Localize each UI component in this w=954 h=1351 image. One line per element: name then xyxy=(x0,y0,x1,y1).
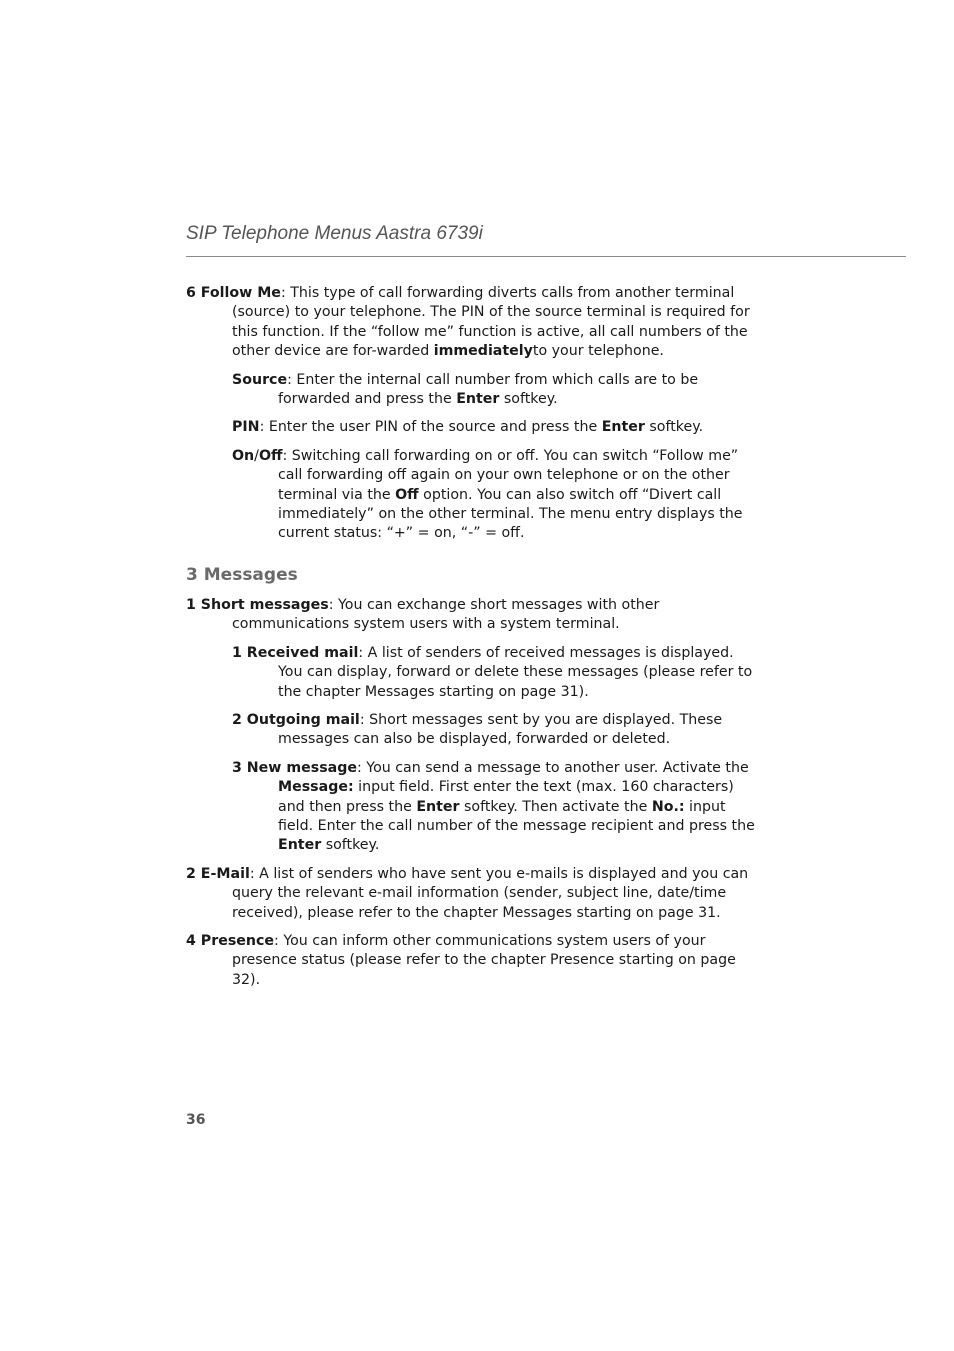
key-name: Off xyxy=(395,486,419,503)
entry-label: 3 New message xyxy=(232,759,357,776)
entry-label: On xyxy=(232,447,255,464)
entry-label: Source xyxy=(232,371,288,388)
entry-label: Off xyxy=(258,447,283,464)
key-name: Enter xyxy=(278,837,322,854)
entry-outgoing-mail xyxy=(232,711,756,750)
entry-text: : You can exchange short messages with other communications system users with a system terminal. xyxy=(232,596,660,633)
entry-text: : Enter the internal call number from which calls are to be forwarded and press the xyxy=(278,371,699,408)
entry-new-message xyxy=(232,759,756,856)
entry-source xyxy=(232,371,756,410)
page-title: SIP Telephone Menus Aastra 6739i xyxy=(186,223,483,244)
document-body xyxy=(186,284,756,999)
entry-received-mail xyxy=(232,644,756,702)
entry-text: : Enter the user PIN of the source and press the xyxy=(259,419,602,436)
entry-label: 1 Received mail xyxy=(232,644,359,661)
emphasis: immediately xyxy=(433,343,533,360)
entry-label: 4 Presence xyxy=(186,932,275,949)
entry-text: option. You can also switch off “Divert call immediately” on the other terminal. The menu entry displays the current status: “+” = on, “-” = off. xyxy=(278,486,743,542)
entry-label: 2 Outgoing mail xyxy=(232,711,360,728)
entry-pin xyxy=(232,418,756,437)
entry-text: : You can send a message to another user. Activate the xyxy=(357,759,749,776)
entry-text: : This type of call forwarding diverts calls from another terminal (source) to your telephone. The PIN of the source terminal is required for this function. If the “follow me” function is active, all call numbers of the other device are for-warded xyxy=(232,285,750,360)
entry-label: PIN xyxy=(232,419,260,436)
entry-label: 2 E-Mail xyxy=(186,865,250,882)
entry-text: : You can inform other communications system users of your presence status (please refer to the chapter Presence starting on page 32). xyxy=(232,932,736,988)
header-rule xyxy=(186,256,906,257)
field-name: Message: xyxy=(278,779,354,796)
entry-email xyxy=(186,865,756,923)
key-name: Enter xyxy=(456,391,500,408)
entry-text: softkey. Then activate the xyxy=(459,798,652,815)
entry-text: softkey. xyxy=(321,837,380,854)
section-heading: 3 Messages xyxy=(186,564,298,585)
entry-label: 6 Follow Me xyxy=(186,285,281,301)
entry-presence xyxy=(186,932,756,990)
entry-text: : Switching call forwarding on or off. You can switch “Follow me” call forwarding off again on your own telephone or on the other terminal via the xyxy=(278,447,739,503)
entry-text: input field. First enter the text (max. 160 characters) and then press the xyxy=(278,779,734,815)
separator: / xyxy=(254,447,259,464)
key-name: Enter xyxy=(601,419,645,436)
entry-label: 1 Short messages xyxy=(186,596,329,613)
entry-short-messages xyxy=(186,596,756,635)
key-name: Enter xyxy=(416,798,460,815)
page-number: 36 xyxy=(186,1112,206,1128)
entry-text: softkey. xyxy=(644,419,704,436)
entry-text: input field. Enter the call number of the message recipient and press the xyxy=(278,798,755,834)
field-name: No.: xyxy=(651,798,685,815)
entry-text: softkey. xyxy=(499,391,558,408)
entry-follow-me xyxy=(186,284,756,362)
entry-text: : A list of senders of received messages is displayed. You can display, forward or delete these messages (please refer to the chapter Messages starting on page 31). xyxy=(278,644,753,700)
page-header xyxy=(186,221,906,247)
entry-on-off xyxy=(232,447,756,544)
entry-text: : Short messages sent by you are displayed. These messages can also be displayed, forwarded or deleted. xyxy=(278,711,723,748)
entry-text: : A list of senders who have sent you e-mails is displayed and you can query the relevant e-mail information (sender, subject line, date/time received), please refer to the chapter Messages starting on page 31. xyxy=(232,865,749,921)
entry-text: to your telephone. xyxy=(532,343,664,360)
